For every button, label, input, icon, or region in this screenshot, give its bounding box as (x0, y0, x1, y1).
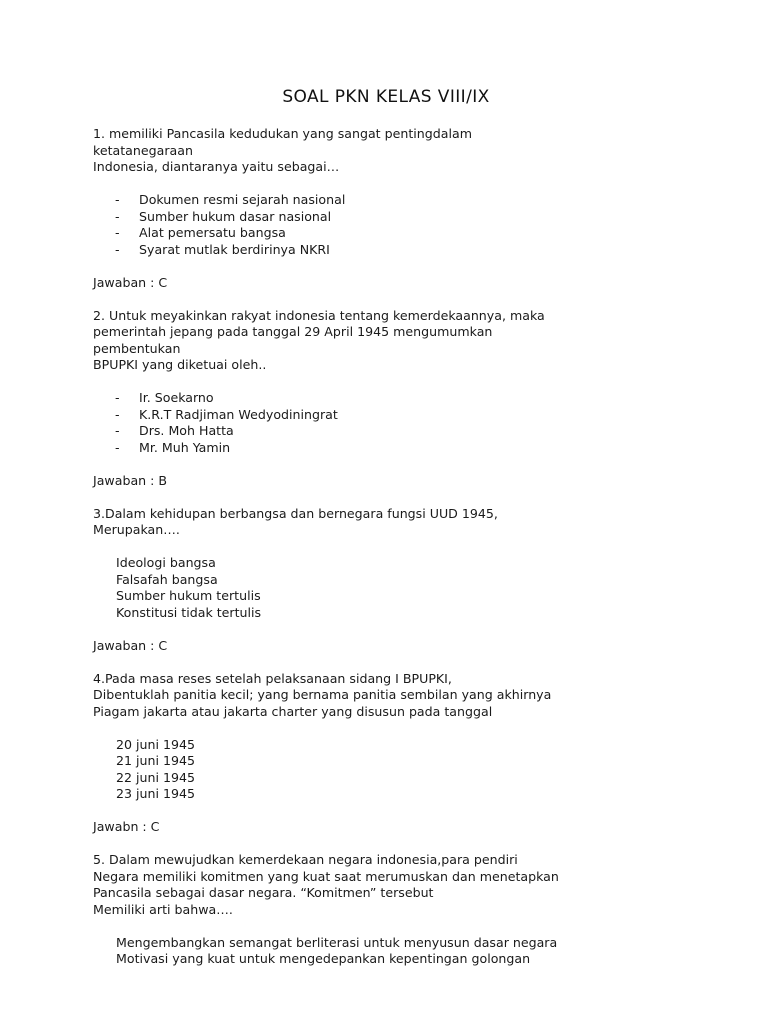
question-line: 3.Dalam kehidupan berbangsa dan bernegara fungsi UUD 1945, (93, 505, 498, 521)
dash-bullet: - (115, 390, 120, 405)
option-item: 22 juni 1945 (116, 769, 196, 785)
question-line: Merupakan…. (93, 522, 180, 537)
option-item (93, 242, 563, 259)
option-text: Mr. Muh Yamin (139, 439, 231, 455)
question-text (93, 852, 563, 918)
question-line: Memiliki arti bahwa…. (93, 901, 233, 917)
answer-text: Jawaban : C (93, 274, 168, 290)
option-text: Drs. Moh Hatta (139, 423, 234, 438)
option-list (93, 192, 563, 258)
option-list (93, 737, 563, 803)
option-item (93, 440, 563, 457)
option-text: Alat pemersatu bangsa (139, 225, 286, 240)
option-list (93, 390, 563, 456)
document-body (93, 126, 563, 968)
question-line: Negara memiliki komitmen yang kuat saat merumuskan dan menetapkan (93, 868, 559, 884)
question-line: 4.Pada masa reses setelah pelaksanaan sidang I BPUPKI, (93, 670, 452, 686)
question-line: 1. memiliki Pancasila kedudukan yang sangat pentingdalam ketatanegaraan (93, 126, 472, 158)
option-text: K.R.T Radjiman Wedyodiningrat (139, 406, 338, 422)
option-text: Syarat mutlak berdirinya NKRI (139, 241, 330, 257)
option-text: Sumber hukum dasar nasional (139, 208, 332, 224)
option-text: Ir. Soekarno (139, 390, 214, 405)
question-text (93, 671, 563, 721)
dash-bullet: - (115, 406, 120, 422)
answer-text: Jawaban : B (93, 472, 168, 488)
question-line: BPUPKI yang diketuai oleh.. (93, 357, 267, 372)
option-item (93, 209, 563, 226)
option-item: 23 juni 1945 (116, 786, 196, 801)
option-item (93, 390, 563, 407)
question-text (93, 126, 563, 176)
dash-bullet: - (115, 192, 120, 207)
question-block (93, 852, 563, 968)
question-line: Pancasila sebagai dasar negara. “Komitmen” tersebut (93, 885, 434, 900)
option-item: Falsafah bangsa (116, 571, 218, 587)
document-title: SOAL PKN KELAS VIII/IX (282, 87, 490, 107)
option-item (93, 407, 563, 424)
question-text (93, 308, 563, 374)
question-block (93, 308, 563, 506)
dash-bullet: - (115, 241, 120, 257)
answer-text: Jawabn : C (93, 819, 160, 834)
option-item: Sumber hukum tertulis (116, 588, 261, 603)
dash-bullet: - (115, 423, 120, 438)
option-item (93, 423, 563, 440)
question-line: Indonesia, diantaranya yaitu sebagai… (93, 159, 340, 174)
dash-bullet: - (115, 225, 120, 240)
option-item: Konstitusi tidak tertulis (116, 604, 262, 620)
question-line: 5. Dalam mewujudkan kemerdekaan negara indonesia,para pendiri (93, 852, 518, 867)
dash-bullet: - (115, 208, 120, 224)
question-line: Piagam jakarta atau jakarta charter yang disusun pada tanggal (93, 703, 493, 719)
option-item (93, 225, 563, 242)
question-block (93, 671, 563, 853)
option-item: Mengembangkan semangat berliterasi untuk menyusun dasar negara (116, 934, 558, 950)
answer-text: Jawaban : C (93, 637, 168, 653)
option-item (93, 192, 563, 209)
option-text: Dokumen resmi sejarah nasional (139, 192, 346, 207)
question-text (93, 506, 563, 539)
option-item: 21 juni 1945 (116, 753, 196, 768)
question-line: 2. Untuk meyakinkan rakyat indonesia tentang kemerdekaannya, maka (93, 307, 545, 323)
question-block (93, 506, 563, 671)
option-list (93, 555, 563, 621)
question-block (93, 126, 563, 308)
dash-bullet: - (115, 439, 120, 455)
option-item: Ideologi bangsa (116, 555, 216, 570)
option-item: Motivasi yang kuat untuk mengedepankan kepentingan golongan (116, 951, 531, 966)
option-item: 20 juni 1945 (116, 736, 196, 752)
question-line: pemerintah jepang pada tanggal 29 April 1945 mengumumkan pembentukan (93, 324, 493, 356)
option-list (93, 935, 563, 968)
question-line: Dibentuklah panitia kecil; yang bernama panitia sembilan yang akhirnya (93, 687, 552, 702)
